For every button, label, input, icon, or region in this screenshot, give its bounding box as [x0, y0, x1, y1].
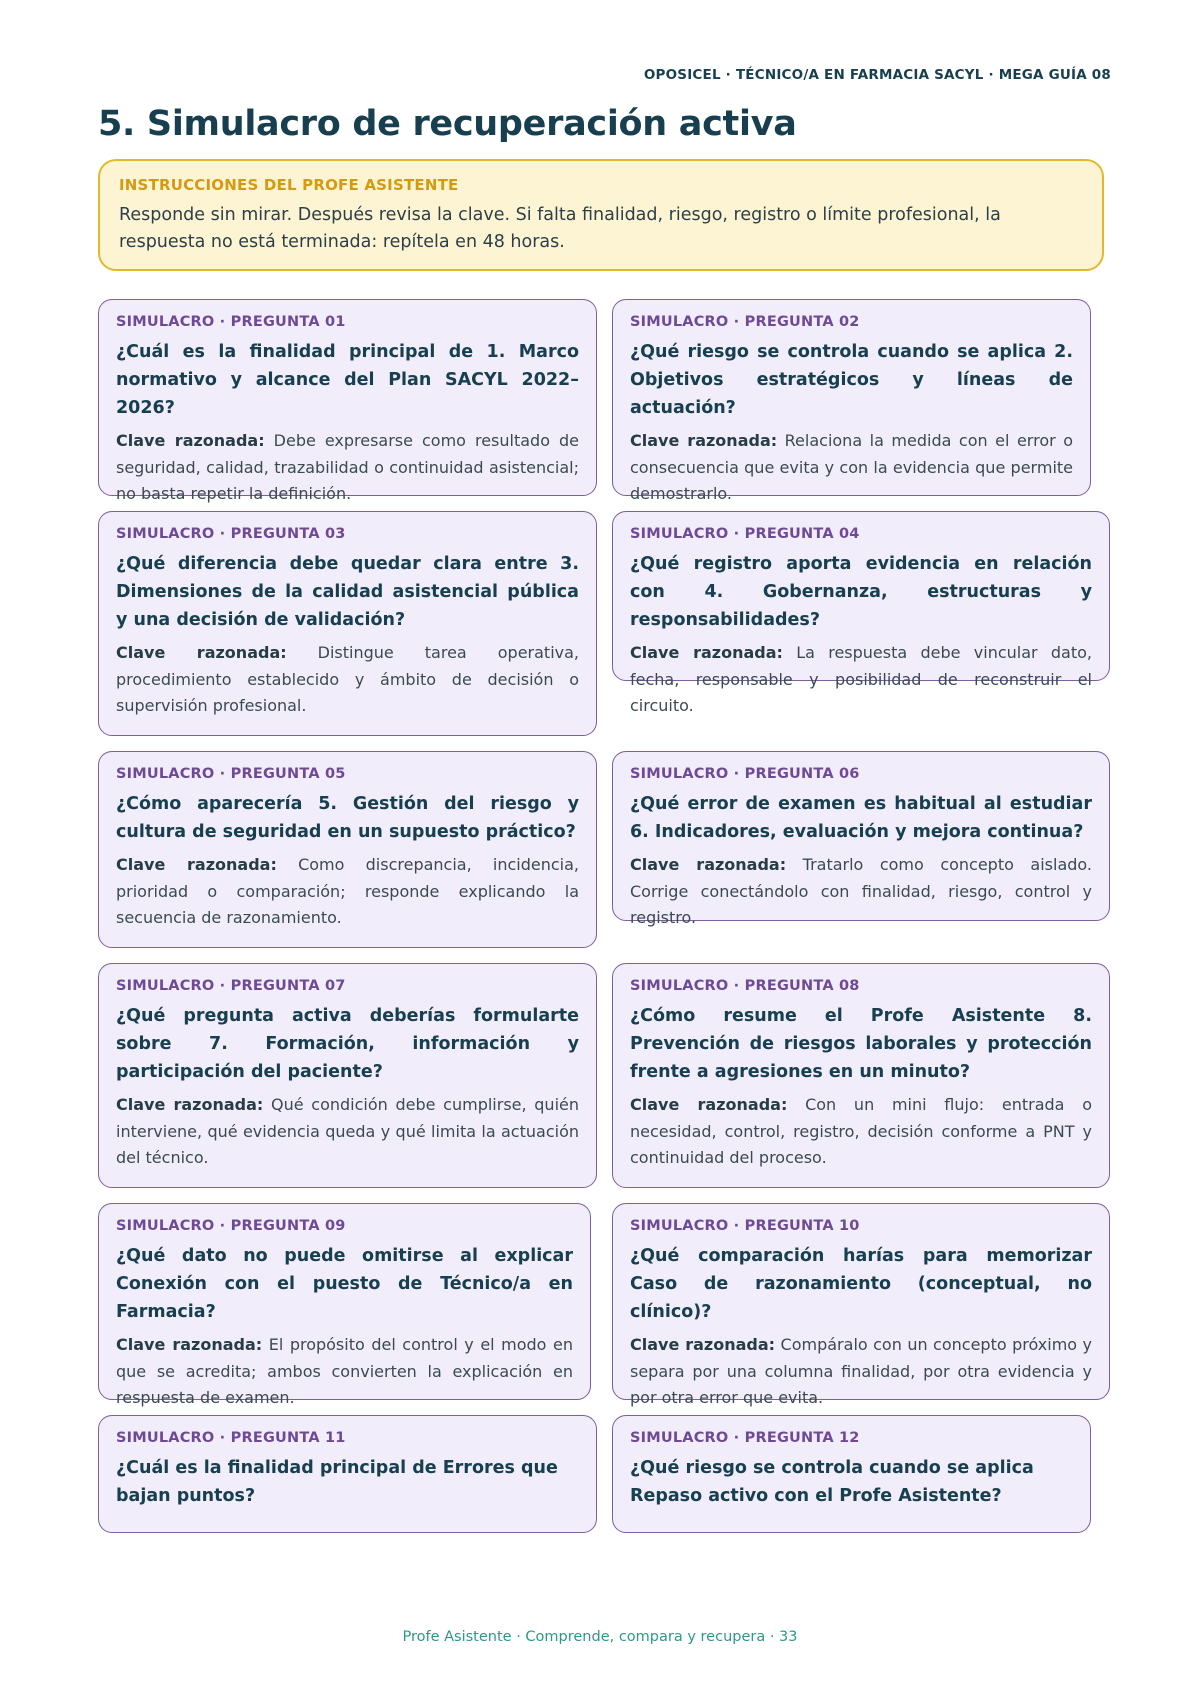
- card-answer: [116, 1332, 573, 1412]
- running-header: OPOSICEL · TÉCNICO/A EN FARMACIA SACYL · MEGA GUÍA 08: [643, 67, 1111, 83]
- card-question: ¿Qué comparación harías para memorizar Caso de razonamiento (conceptual, no clínico)?: [630, 1246, 1092, 1322]
- card-label: SIMULACRO · PREGUNTA 05: [116, 766, 346, 782]
- answer-text: El propósito del control y el modo en que se acredita; ambos convierten la explicación en respuesta de examen.: [116, 1335, 574, 1407]
- page-footer: Profe Asistente · Comprende, compara y recupera · 33: [402, 1629, 798, 1645]
- card-question: ¿Qué error de examen es habitual al estudiar 6. Indicadores, evaluación y mejora continua?: [630, 794, 1092, 842]
- card-question: ¿Cómo resume el Profe Asistente 8. Prevención de riesgos laborales y protección frente a agresiones en un minuto?: [630, 1006, 1092, 1082]
- question-card-06: [612, 751, 1110, 927]
- card-answer: [116, 640, 579, 720]
- card-question: ¿Qué pregunta activa deberías formularte sobre 7. Formación, información y participación del paciente?: [116, 1006, 579, 1082]
- question-card-03: [98, 511, 597, 736]
- instructions-text: Responde sin mirar. Después revisa la clave. Si falta finalidad, riesgo, registro o límite profesional, la respuesta no está terminada: repítela en 48 horas.: [119, 205, 1001, 252]
- card-answer: [630, 852, 1092, 932]
- answer-prefix: Clave razonada:: [116, 1335, 263, 1354]
- answer-prefix: Clave razonada:: [630, 1335, 776, 1354]
- card-label: SIMULACRO · PREGUNTA 10: [630, 1218, 860, 1234]
- card-label: SIMULACRO · PREGUNTA 01: [116, 314, 346, 330]
- card-label: SIMULACRO · PREGUNTA 11: [116, 1430, 346, 1446]
- card-question: ¿Qué riesgo se controla cuando se aplica Repaso activo con el Profe Asistente?: [630, 1458, 1034, 1506]
- answer-prefix: Clave razonada:: [116, 431, 265, 450]
- card-question: ¿Cuál es la finalidad principal de Errores que bajan puntos?: [116, 1458, 558, 1506]
- card-answer: [630, 1332, 1092, 1412]
- answer-text: Relaciona la medida con el error o consecuencia que evita y con la evidencia que permite demostrarlo.: [630, 431, 1073, 503]
- card-answer: [630, 428, 1073, 508]
- card-answer: [116, 852, 579, 932]
- question-card-02: [612, 299, 1091, 503]
- question-card-05: [98, 751, 597, 948]
- answer-prefix: Clave razonada:: [116, 855, 277, 874]
- question-card-09: [98, 1203, 591, 1407]
- answer-prefix: Clave razonada:: [116, 1095, 264, 1114]
- answer-text: Tratarlo como concepto aislado. Corrige conectándolo con finalidad, riesgo, control y registro.: [630, 855, 1092, 927]
- answer-prefix: Clave razonada:: [630, 431, 778, 450]
- answer-text: Compáralo con un concepto próximo y separa por una columna finalidad, por otra evidencia y por otra error que evita.: [630, 1335, 1092, 1407]
- answer-text: Como discrepancia, incidencia, prioridad o comparación; responde explicando la secuencia de razonamiento.: [116, 855, 579, 927]
- card-label: SIMULACRO · PREGUNTA 08: [630, 978, 860, 994]
- answer-text: Qué condición debe cumplirse, quién interviene, qué evidencia queda y qué limita la actuación del técnico.: [116, 1095, 580, 1167]
- card-label: SIMULACRO · PREGUNTA 09: [116, 1218, 346, 1234]
- card-label: SIMULACRO · PREGUNTA 07: [116, 978, 346, 994]
- card-label: SIMULACRO · PREGUNTA 12: [630, 1430, 860, 1446]
- question-card-01: [98, 299, 597, 503]
- question-card-08: [612, 963, 1110, 1188]
- card-question: ¿Cómo aparecería 5. Gestión del riesgo y cultura de seguridad en un supuesto práctico?: [116, 794, 579, 842]
- card-label: SIMULACRO · PREGUNTA 06: [630, 766, 860, 782]
- answer-text: Distingue tarea operativa, procedimiento establecido y ámbito de decisión o supervisión profesional.: [116, 643, 579, 715]
- answer-prefix: Clave razonada:: [116, 643, 287, 662]
- instructions-box: [98, 159, 1104, 271]
- answer-text: Debe expresarse como resultado de seguridad, calidad, trazabilidad o continuidad asistencial; no basta repetir la definición.: [116, 431, 580, 503]
- answer-prefix: Clave razonada:: [630, 855, 787, 874]
- card-question: ¿Cuál es la finalidad principal de 1. Marco normativo y alcance del Plan SACYL 2022–2026?: [116, 342, 579, 418]
- answer-prefix: Clave razonada:: [630, 643, 783, 662]
- page-title: 5. Simulacro de recuperación activa: [98, 104, 797, 144]
- card-question: ¿Qué dato no puede omitirse al explicar Conexión con el puesto de Técnico/a en Farmacia?: [116, 1246, 573, 1322]
- answer-prefix: Clave razonada:: [630, 1095, 788, 1114]
- card-question: ¿Qué diferencia debe quedar clara entre 3. Dimensiones de la calidad asistencial pública y una decisión de validación?: [116, 554, 579, 630]
- instructions-label: INSTRUCCIONES DEL PROFE ASISTENTE: [119, 176, 459, 194]
- card-answer: [116, 428, 579, 508]
- card-answer: [630, 640, 1092, 720]
- card-label: SIMULACRO · PREGUNTA 04: [630, 526, 860, 542]
- answer-text: La respuesta debe vincular dato, fecha, responsable y posibilidad de reconstruir el circuito.: [630, 643, 1093, 715]
- question-card-11: [98, 1415, 597, 1533]
- card-label: SIMULACRO · PREGUNTA 03: [116, 526, 346, 542]
- card-question: ¿Qué riesgo se controla cuando se aplica 2. Objetivos estratégicos y líneas de actuación?: [630, 342, 1073, 418]
- question-card-04: [612, 511, 1110, 715]
- question-card-07: [98, 963, 597, 1188]
- card-label: SIMULACRO · PREGUNTA 02: [630, 314, 860, 330]
- card-answer: [630, 1092, 1092, 1172]
- question-card-12: [612, 1415, 1091, 1533]
- question-card-10: [612, 1203, 1110, 1407]
- answer-text: Con un mini flujo: entrada o necesidad, control, registro, decisión conforme a PNT y continuidad del proceso.: [630, 1095, 1092, 1167]
- card-answer: [116, 1092, 579, 1172]
- card-question: ¿Qué registro aporta evidencia en relación con 4. Gobernanza, estructuras y responsabilidades?: [630, 554, 1092, 630]
